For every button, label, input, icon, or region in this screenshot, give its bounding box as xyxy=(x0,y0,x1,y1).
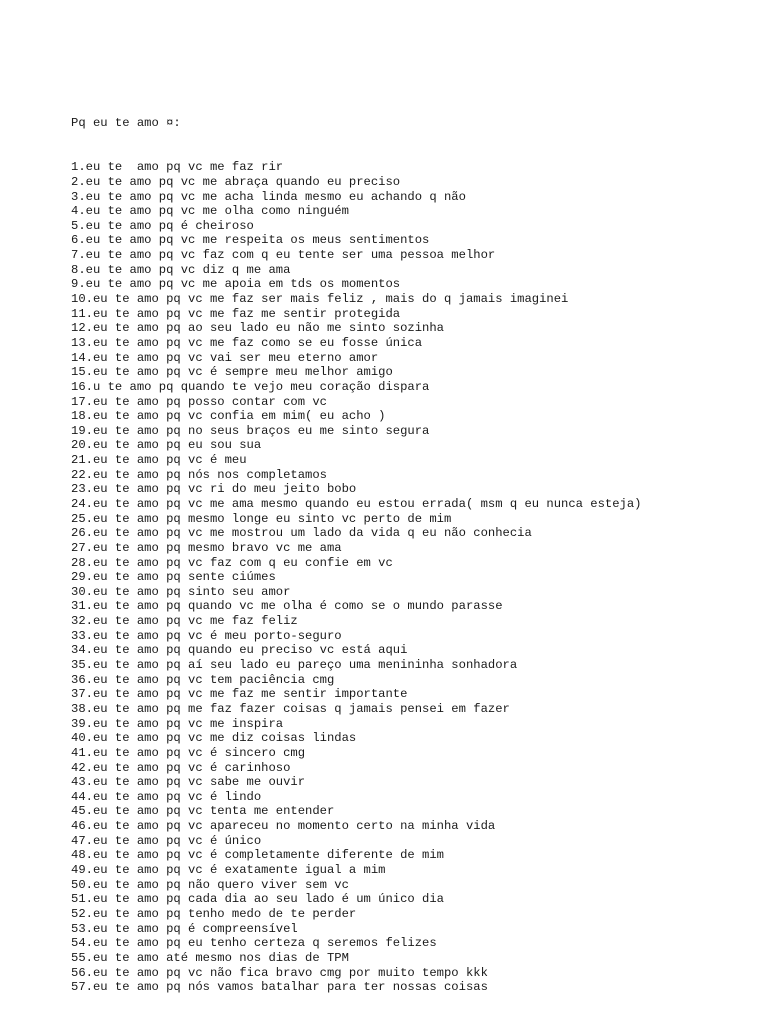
list-item: 11.eu te amo pq vc me faz me sentir protegida xyxy=(71,306,401,321)
list-item: 35.eu te amo pq aí seu lado eu pareço uma menininha sonhadora xyxy=(71,658,518,673)
list-item: 41.eu te amo pq vc é sincero cmg xyxy=(71,745,306,760)
list-item: 50.eu te amo pq não quero viver sem vc xyxy=(71,877,349,892)
list-item: 4.eu te amo pq vc me olha como ninguém xyxy=(71,204,349,219)
list-item: 8.eu te amo pq vc diz q me ama xyxy=(71,262,291,277)
list-item: 47.eu te amo pq vc é único xyxy=(71,833,262,848)
list-item: 43.eu te amo pq vc sabe me ouvir xyxy=(71,775,306,790)
list-item: 6.eu te amo pq vc me respeita os meus sentimentos xyxy=(71,233,430,248)
list-item: 31.eu te amo pq quando vc me olha é como se o mundo parasse xyxy=(71,599,503,614)
list-item: 24.eu te amo pq vc me ama mesmo quando eu estou errada( msm q eu nunca esteja) xyxy=(71,497,642,511)
list-item: 26.eu te amo pq vc me mostrou um lado da vida q eu não conhecia xyxy=(71,526,532,541)
list-item: 7.eu te amo pq vc faz com q eu tente ser uma pessoa melhor xyxy=(71,248,496,263)
list-item: 57.eu te amo pq nós vamos batalhar para ter nossas coisas xyxy=(71,980,488,995)
list-item: 20.eu te amo pq eu sou sua xyxy=(71,438,262,453)
list-item: 18.eu te amo pq vc confia em mim( eu acho ) xyxy=(71,409,386,424)
list-item: 16.u te amo pq quando te vejo meu coração dispara xyxy=(71,379,430,394)
list-item: 49.eu te amo pq vc é exatamente igual a mim xyxy=(71,863,386,878)
list-item: 53.eu te amo pq é compreensível xyxy=(71,921,298,936)
list-item: 56.eu te amo pq vc não fica bravo cmg por muito tempo kkk xyxy=(71,965,488,980)
list-item: 12.eu te amo pq ao seu lado eu não me sinto sozinha xyxy=(71,321,444,336)
list-item: 9.eu te amo pq vc me apoia em tds os momentos xyxy=(71,277,401,292)
list-item: 45.eu te amo pq vc tenta me entender xyxy=(71,804,335,819)
list-item: 28.eu te amo pq vc faz com q eu confie em vc xyxy=(71,555,393,570)
list-item: 23.eu te amo pq vc ri do meu jeito bobo xyxy=(71,482,357,497)
list-item: 52.eu te amo pq tenho medo de te perder xyxy=(71,906,357,921)
list-item: 46.eu te amo pq vc apareceu no momento certo na minha vida xyxy=(71,819,496,834)
list-item: 15.eu te amo pq vc é sempre meu melhor amigo xyxy=(71,365,393,380)
list-item: 39.eu te amo pq vc me inspira xyxy=(71,716,284,731)
list-item: 27.eu te amo pq mesmo bravo vc me ama xyxy=(71,540,342,555)
list-item: 36.eu te amo pq vc tem paciência cmg xyxy=(71,672,335,687)
list-item: 33.eu te amo pq vc é meu porto-seguro xyxy=(71,628,342,643)
list-item: 38.eu te amo pq me faz fazer coisas q jamais pensei em fazer xyxy=(71,701,510,716)
list-item: 55.eu te amo até mesmo nos dias de TPM xyxy=(71,950,349,965)
document-body xyxy=(71,87,641,995)
list-item: 22.eu te amo pq nós nos completamos xyxy=(71,467,327,482)
list-item: 54.eu te amo pq eu tenho certeza q seremos felizes xyxy=(71,936,437,951)
document-title: Pq eu te amo ¤: xyxy=(71,116,181,131)
list-item: 21.eu te amo pq vc é meu xyxy=(71,453,247,468)
list-item: 19.eu te amo pq no seus braços eu me sinto segura xyxy=(71,423,430,438)
list-item: 42.eu te amo pq vc é carinhoso xyxy=(71,760,291,775)
list-item: 14.eu te amo pq vc vai ser meu eterno amor xyxy=(71,350,379,365)
list-item: 10.eu te amo pq vc me faz ser mais feliz , mais do q jamais imaginei xyxy=(71,292,569,307)
list-item: 51.eu te amo pq cada dia ao seu lado é um único dia xyxy=(71,892,444,907)
list-item: 44.eu te amo pq vc é lindo xyxy=(71,789,262,804)
list-item: 13.eu te amo pq vc me faz como se eu fosse única xyxy=(71,335,423,350)
list-item: 37.eu te amo pq vc me faz me sentir importante xyxy=(71,687,408,702)
list-item: 3.eu te amo pq vc me acha linda mesmo eu achando q não xyxy=(71,189,466,204)
list-item: 40.eu te amo pq vc me diz coisas lindas xyxy=(71,731,357,746)
list-item: 29.eu te amo pq sente ciúmes xyxy=(71,570,276,585)
list-item: 17.eu te amo pq posso contar com vc xyxy=(71,394,327,409)
list-item: 5.eu te amo pq é cheiroso xyxy=(71,218,254,233)
list-item: 2.eu te amo pq vc me abraça quando eu preciso xyxy=(71,174,401,189)
list-item: 25.eu te amo pq mesmo longe eu sinto vc perto de mim xyxy=(71,511,452,526)
list-item: 1.eu te amo pq vc me faz rir xyxy=(71,160,284,175)
list-item: 48.eu te amo pq vc é completamente diferente de mim xyxy=(71,848,444,863)
list-item: 30.eu te amo pq sinto seu amor xyxy=(71,584,291,599)
list-item: 32.eu te amo pq vc me faz feliz xyxy=(71,614,298,629)
list-item: 34.eu te amo pq quando eu preciso vc está aqui xyxy=(71,643,408,658)
